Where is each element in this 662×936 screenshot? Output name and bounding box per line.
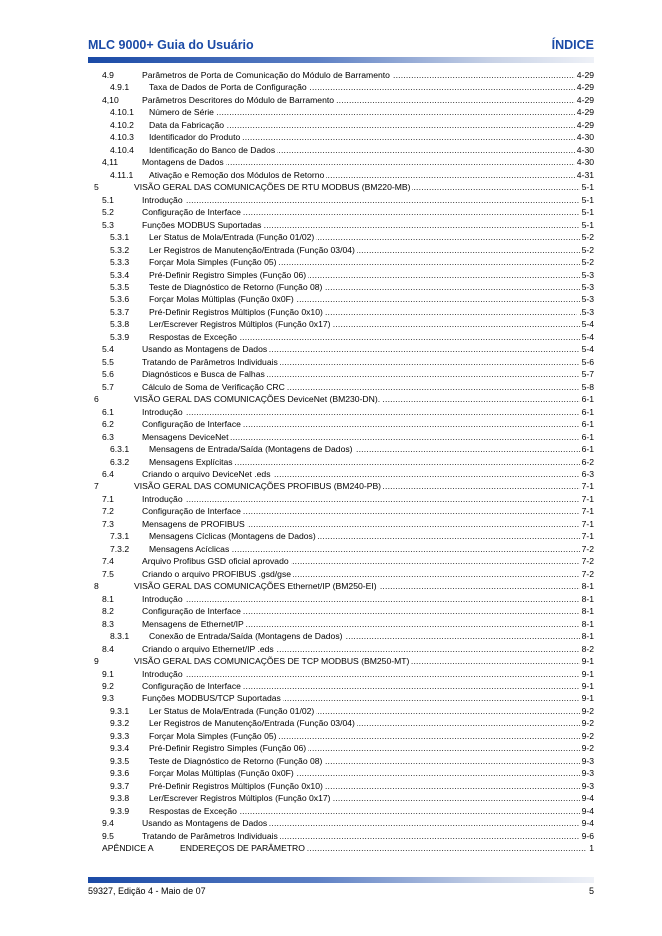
toc-entry-page: 9-2 xyxy=(581,705,594,716)
toc-entry-page: 4-30 xyxy=(576,144,594,155)
toc-entry-title: Mensagens Cíclicas (Montagens de Dados) xyxy=(149,531,316,542)
toc-entry-number: 5.3.9 xyxy=(110,331,130,342)
toc-entry[interactable] xyxy=(88,418,594,430)
toc-entry-number: APÊNDICE A xyxy=(102,843,154,854)
toc-dot-leader xyxy=(142,668,594,680)
toc-entry-title: Identificação do Banco de Dados xyxy=(149,144,276,155)
toc-entry-page: 9-1 xyxy=(581,680,594,691)
toc-entry-title: ENDEREÇOS DE PARÂMETRO xyxy=(180,843,305,854)
toc-entry-number: 4.9 xyxy=(102,70,114,80)
toc-entry[interactable] xyxy=(88,605,594,617)
toc-entry-page: 4-29 xyxy=(576,107,594,118)
toc-entry[interactable] xyxy=(88,231,594,243)
toc-entry-page: 6-3 xyxy=(581,469,594,479)
toc-entry[interactable] xyxy=(88,194,594,206)
toc-entry-page: 6-1 xyxy=(581,419,594,430)
toc-entry-page: 5-4 xyxy=(581,344,594,355)
toc-entry[interactable] xyxy=(88,281,594,293)
toc-entry-title: VISÃO GERAL DAS COMUNICAÇÕES DeviceNet (BM230-DN). xyxy=(134,394,381,405)
toc-entry-number: 5.3.6 xyxy=(110,294,130,305)
toc-entry-title: Ler Status de Mola/Entrada (Função 01/02) xyxy=(149,232,315,243)
toc-entry-number: 7.2 xyxy=(102,506,114,517)
toc-entry-title: Pré-Definir Registro Simples (Função 06) xyxy=(149,269,307,280)
toc-entry-title: Conexão de Entrada/Saída (Montagens de Dados) xyxy=(149,631,343,642)
toc-entry-page: 5-3 xyxy=(581,294,594,305)
toc-entry-number: 9.1 xyxy=(102,668,114,679)
toc-entry-title: Mensagens Acíclicas xyxy=(149,543,230,554)
toc-entry-title: Pré-Definir Registro Simples (Função 06) xyxy=(149,743,307,754)
toc-entry[interactable] xyxy=(88,106,594,118)
toc-entry-number: 5.3 xyxy=(102,219,114,230)
toc-dot-leader xyxy=(142,194,594,206)
toc-entry-title: Configuração de Interface xyxy=(142,606,241,617)
toc-entry-page: 9-2 xyxy=(581,743,594,754)
page-number: 5 xyxy=(588,886,594,896)
toc-entry-title: Introdução xyxy=(142,668,183,679)
toc-entry-title: Configuração de Interface xyxy=(142,506,241,517)
toc-entry[interactable] xyxy=(88,780,594,792)
toc-entry-number: 5.5 xyxy=(102,356,114,367)
toc-entry-page: .5-3 xyxy=(579,306,594,317)
toc-entry-number: 6.3 xyxy=(102,431,114,442)
toc-entry-page: 7-1 xyxy=(581,531,594,542)
toc-entry-number: 4,10 xyxy=(102,94,119,105)
toc-entry-number: 5.2 xyxy=(102,207,114,218)
toc-entry-page: 5-4 xyxy=(581,319,594,330)
toc-entry[interactable] xyxy=(88,181,594,193)
toc-entry-number: 9.3 xyxy=(102,693,114,704)
toc-entry-page: 8-1 xyxy=(581,631,594,642)
toc-entry[interactable] xyxy=(88,331,594,343)
toc-entry[interactable] xyxy=(88,580,594,592)
toc-entry-number: 5.3.2 xyxy=(110,244,130,255)
toc-entry[interactable] xyxy=(88,730,594,742)
toc-entry[interactable] xyxy=(88,767,594,779)
toc-entry-page: 8-1 xyxy=(581,618,594,629)
toc-entry-title: Criando o arquivo DeviceNet .eds xyxy=(142,469,271,479)
toc-entry[interactable] xyxy=(88,406,594,418)
toc-entry[interactable] xyxy=(88,131,594,143)
toc-entry-page: 4-30 xyxy=(576,157,594,168)
toc-entry-number: 5.3.7 xyxy=(110,306,130,317)
toc-entry-page: 5-3 xyxy=(581,281,594,292)
toc-entry-page: 9-2 xyxy=(581,730,594,741)
toc-entry-page: 9-4 xyxy=(581,818,594,829)
toc-entry-number: 9.3.5 xyxy=(110,755,130,766)
toc-entry-page: 9-1 xyxy=(581,693,594,704)
toc-entry-title: Número de Série xyxy=(149,107,214,118)
toc-entry-title: Ler/Escrever Registros Múltiplos (Função 0x17) xyxy=(149,319,331,330)
toc-entry-number: 6 xyxy=(94,394,99,405)
toc-entry[interactable] xyxy=(88,343,594,355)
toc-entry-title: Mensagens de PROFIBUS xyxy=(142,518,245,529)
toc-entry-page: 6-2 xyxy=(581,456,594,467)
toc-entry-title: Forçar Mola Simples (Função 05) xyxy=(149,730,277,741)
toc-entry-page: 9-3 xyxy=(581,755,594,766)
toc-entry-title: Funções MODBUS/TCP Suportadas xyxy=(142,693,281,704)
toc-entry-number: 4.10.2 xyxy=(110,119,134,130)
toc-entry-page: 5-2 xyxy=(581,244,594,255)
toc-entry[interactable] xyxy=(88,293,594,305)
toc-entry-title: Cálculo de Soma de Verificação CRC xyxy=(142,381,285,392)
toc-entry-page: 4-30 xyxy=(576,132,594,143)
toc-entry[interactable] xyxy=(88,692,594,704)
toc-entry-title: Tratando de Parâmetros Individuais xyxy=(142,356,278,367)
toc-entry-page: 9-3 xyxy=(581,768,594,779)
toc-entry[interactable] xyxy=(88,630,594,642)
toc-entry-page: 5-7 xyxy=(581,369,594,380)
toc-entry-number: 5.3.4 xyxy=(110,269,130,280)
toc-entry[interactable] xyxy=(88,318,594,330)
toc-entry-title: Forçar Mola Simples (Função 05) xyxy=(149,257,277,268)
toc-entry-page: 5-1 xyxy=(581,219,594,230)
toc-entry-title: Configuração de Interface xyxy=(142,207,241,218)
toc-entry[interactable] xyxy=(88,505,594,517)
toc-entry-title: Ler/Escrever Registros Múltiplos (Função 0x17) xyxy=(149,793,331,804)
toc-entry-title: VISÃO GERAL DAS COMUNICAÇÕES Ethernet/IP (BM250-EI) xyxy=(134,581,377,592)
toc-entry-title: Teste de Diagnóstico de Retorno (Função 08) xyxy=(149,755,323,766)
toc-entry-page: 6-1 xyxy=(581,394,594,405)
toc-entry-number: 7.4 xyxy=(102,556,114,567)
toc-entry-number: 4.10.1 xyxy=(110,107,134,118)
toc-entry[interactable] xyxy=(88,742,594,754)
toc-entry-page: 6-1 xyxy=(581,444,594,455)
toc-entry-number: 8.3 xyxy=(102,618,114,629)
toc-entry-page: 9-3 xyxy=(581,780,594,791)
toc-entry-number: 5.3.5 xyxy=(110,281,130,292)
toc-entry-page: 9-2 xyxy=(581,718,594,729)
toc-entry-page: 8-1 xyxy=(581,606,594,617)
toc-entry-title: Identificador do Produto xyxy=(149,132,241,143)
toc-entry[interactable] xyxy=(88,256,594,268)
toc-entry-number: 8.4 xyxy=(102,643,114,654)
section-title: ÍNDICE xyxy=(551,38,594,52)
toc-entry-page: 6-1 xyxy=(581,406,594,417)
toc-entry-title: Parâmetros de Porta de Comunicação do Módulo de Barramento xyxy=(142,70,390,80)
toc-entry-number: 6.2 xyxy=(102,419,114,430)
toc-entry[interactable] xyxy=(88,169,594,181)
toc-entry-number: 4.10.3 xyxy=(110,132,134,143)
toc-entry-page: 7-1 xyxy=(581,493,594,504)
toc-entry[interactable] xyxy=(88,69,594,81)
toc-entry[interactable] xyxy=(88,543,594,555)
toc-entry-title: Mensagens DeviceNet xyxy=(142,431,229,442)
toc-entry-number: 6.3.1 xyxy=(110,444,130,455)
toc-entry[interactable] xyxy=(88,356,594,368)
toc-entry-page: 8-2 xyxy=(581,643,594,654)
toc-entry[interactable] xyxy=(88,518,594,530)
toc-dot-leader xyxy=(142,406,594,418)
toc-entry-title: Teste de Diagnóstico de Retorno (Função 08) xyxy=(149,281,323,292)
toc-entry-title: VISÃO GERAL DAS COMUNICAÇÕES PROFIBUS (BM240-PB) xyxy=(134,481,382,492)
toc-entry[interactable] xyxy=(88,431,594,443)
toc-entry[interactable] xyxy=(88,156,594,168)
toc-entry-page: 5-1 xyxy=(581,194,594,205)
toc-entry[interactable] xyxy=(88,842,594,854)
toc-entry[interactable] xyxy=(88,717,594,729)
toc-entry-title: Arquivo Profibus GSD oficial aprovado xyxy=(142,556,289,567)
toc-entry-title: Introdução xyxy=(142,194,183,205)
toc-entry[interactable] xyxy=(88,755,594,767)
toc-entry[interactable] xyxy=(88,456,594,468)
toc-entry[interactable] xyxy=(88,244,594,256)
toc-entry-page: 9-4 xyxy=(581,793,594,804)
toc-entry-title: Ler Registros de Manutenção/Entrada (Função 03/04) xyxy=(149,244,355,255)
toc-entry-title: Data da Fabricação xyxy=(149,119,224,130)
toc-entry[interactable] xyxy=(88,81,594,93)
toc-entry[interactable] xyxy=(88,219,594,231)
toc-entry-number: 9.5 xyxy=(102,830,114,841)
toc-entry-number: 7.3 xyxy=(102,518,114,529)
toc-entry-page: 7-2 xyxy=(581,543,594,554)
toc-entry-title: Diagnósticos e Busca de Falhas xyxy=(142,369,265,380)
toc-entry-page: 5-8 xyxy=(581,381,594,392)
toc-entry-page: 9-1 xyxy=(581,656,594,667)
toc-entry-title: Introdução xyxy=(142,593,183,604)
toc-entry-page: 9-4 xyxy=(581,805,594,816)
toc-entry-title: Parâmetros Descritores do Módulo de Barramento xyxy=(142,94,335,105)
toc-entry-title: Usando as Montagens de Dados xyxy=(142,818,268,829)
toc-entry[interactable] xyxy=(88,493,594,505)
toc-entry-number: 9 xyxy=(94,656,99,667)
toc-entry-page: 4-29 xyxy=(576,119,594,130)
toc-entry[interactable] xyxy=(88,206,594,218)
toc-entry-title: Montagens de Dados xyxy=(142,157,224,168)
toc-entry-title: Criando o arquivo PROFIBUS .gsd/gse xyxy=(142,568,292,579)
toc-entry-title: Configuração de Interface xyxy=(142,680,241,691)
toc-entry-number: 5.3.1 xyxy=(110,232,130,243)
toc-entry-title: Ler Status de Mola/Entrada (Função 01/02) xyxy=(149,705,315,716)
page-header xyxy=(88,38,594,56)
toc-entry[interactable] xyxy=(88,443,594,455)
toc-dot-leader xyxy=(142,493,594,505)
toc-entry-page: 7-1 xyxy=(581,481,594,492)
toc-entry-title: VISÃO GERAL DAS COMUNICAÇÕES DE RTU MODBUS (BM220-MB) xyxy=(134,182,411,193)
toc-entry-title: Forçar Molas Múltiplas (Função 0x0F) xyxy=(149,768,294,779)
toc-entry-number: 9.2 xyxy=(102,680,114,691)
toc-entry-page: 5-2 xyxy=(581,232,594,243)
toc-entry[interactable] xyxy=(88,468,594,480)
toc-entry-title: Mensagens Explícitas xyxy=(149,456,233,467)
toc-entry[interactable] xyxy=(88,705,594,717)
toc-entry-number: 9.3.3 xyxy=(110,730,130,741)
toc-entry-number: 9.3.4 xyxy=(110,743,130,754)
toc-entry-page: 7-1 xyxy=(581,518,594,529)
toc-entry-number: 5 xyxy=(94,182,99,193)
toc-entry-title: Configuração de Interface xyxy=(142,419,241,430)
toc-entry-page: 7-2 xyxy=(581,556,594,567)
toc-entry[interactable] xyxy=(88,830,594,842)
toc-entry[interactable] xyxy=(88,94,594,106)
toc-entry[interactable] xyxy=(88,530,594,542)
toc-entry-page: 7-1 xyxy=(581,506,594,517)
toc-entry-number: 9.3.7 xyxy=(110,780,130,791)
toc-entry-number: 4.9.1 xyxy=(110,82,130,93)
table-of-contents xyxy=(88,69,594,855)
toc-entry-number: 4.11.1 xyxy=(110,169,134,180)
toc-entry-number: 6.4 xyxy=(102,469,114,479)
toc-entry-title: Forçar Molas Múltiplas (Função 0x0F) xyxy=(149,294,294,305)
toc-entry[interactable] xyxy=(88,655,594,667)
footer-edition: 59327, Edição 4 - Maio de 07 xyxy=(88,886,206,896)
toc-entry-number: 9.3.1 xyxy=(110,705,130,716)
toc-entry-number: 9.3.8 xyxy=(110,793,130,804)
toc-entry[interactable] xyxy=(88,593,594,605)
toc-entry[interactable] xyxy=(88,144,594,156)
toc-entry[interactable] xyxy=(88,368,594,380)
toc-entry[interactable] xyxy=(88,381,594,393)
toc-entry[interactable] xyxy=(88,393,594,405)
toc-entry-page: 1 xyxy=(589,843,594,854)
toc-entry-number: 5.4 xyxy=(102,344,114,355)
toc-entry-number: 8.1 xyxy=(102,593,114,604)
toc-entry-number: 9.4 xyxy=(102,818,114,829)
toc-entry-number: 9.3.6 xyxy=(110,768,130,779)
toc-entry-number: 6.3.2 xyxy=(110,456,130,467)
toc-entry[interactable] xyxy=(88,680,594,692)
toc-entry-title: Pré-Definir Registros Múltiplos (Função 0x10) xyxy=(149,306,323,317)
toc-entry-page: 9-1 xyxy=(581,668,594,679)
toc-entry-page: 4-29 xyxy=(576,82,594,93)
toc-entry-number: 8.2 xyxy=(102,606,114,617)
toc-entry-page: 4-29 xyxy=(576,70,594,80)
toc-entry[interactable] xyxy=(88,480,594,492)
toc-entry-number: 4.10.4 xyxy=(110,144,134,155)
toc-entry-page: 5-2 xyxy=(581,257,594,268)
toc-entry[interactable] xyxy=(88,817,594,829)
toc-entry-page: 5-1 xyxy=(581,182,594,193)
toc-entry-number: 8.3.1 xyxy=(110,631,130,642)
toc-entry-title: Introdução xyxy=(142,493,183,504)
toc-entry-title: Respostas de Exceção xyxy=(149,805,237,816)
header-rule xyxy=(88,57,594,63)
toc-entry-page: 8-1 xyxy=(581,593,594,604)
toc-entry[interactable] xyxy=(88,306,594,318)
toc-entry-page: 5-1 xyxy=(581,207,594,218)
toc-dot-leader xyxy=(142,593,594,605)
toc-entry-number: 7.1 xyxy=(102,493,114,504)
toc-entry-title: Ativação e Remoção dos Módulos de Retorno xyxy=(149,169,325,180)
toc-entry-title: Respostas de Exceção xyxy=(149,331,237,342)
toc-entry-page: 4-31 xyxy=(576,169,594,180)
toc-entry-title: Usando as Montagens de Dados xyxy=(142,344,268,355)
toc-entry-number: 7.3.2 xyxy=(110,543,130,554)
toc-entry-title: Criando o arquivo Ethernet/IP .eds xyxy=(142,643,274,654)
toc-entry-page: 5-3 xyxy=(581,269,594,280)
toc-entry-number: 5.3.3 xyxy=(110,257,130,268)
toc-entry-number: 9.3.2 xyxy=(110,718,130,729)
toc-entry[interactable] xyxy=(88,792,594,804)
toc-entry[interactable] xyxy=(88,568,594,580)
toc-entry[interactable] xyxy=(88,805,594,817)
toc-entry-title: Mensagens de Ethernet/IP xyxy=(142,618,244,629)
toc-entry-title: Tratando de Parâmetros Individuais xyxy=(142,830,278,841)
toc-entry-number: 6.1 xyxy=(102,406,114,417)
toc-entry-page: 7-2 xyxy=(581,568,594,579)
toc-entry-title: Funções MODBUS Suportadas xyxy=(142,219,262,230)
toc-entry-page: 4-29 xyxy=(576,94,594,105)
toc-entry-page: 5-6 xyxy=(581,356,594,367)
toc-entry-number: 4,11 xyxy=(102,157,119,168)
toc-entry-number: 5.7 xyxy=(102,381,114,392)
toc-entry[interactable] xyxy=(88,618,594,630)
toc-entry-number: 5.1 xyxy=(102,194,114,205)
toc-entry[interactable] xyxy=(88,269,594,281)
toc-entry-page: 5-4 xyxy=(581,331,594,342)
toc-entry-number: 7.3.1 xyxy=(110,531,130,542)
toc-entry-page: 6-1 xyxy=(581,431,594,442)
toc-entry-title: Taxa de Dados de Porta de Configuração xyxy=(149,82,307,93)
toc-entry-number: 7.5 xyxy=(102,568,114,579)
toc-entry[interactable] xyxy=(88,643,594,655)
toc-entry[interactable] xyxy=(88,668,594,680)
document-title: MLC 9000+ Guia do Usuário xyxy=(88,38,254,52)
toc-entry[interactable] xyxy=(88,555,594,567)
toc-entry-title: Ler Registros de Manutenção/Entrada (Função 03/04) xyxy=(149,718,355,729)
toc-entry-page: 8-1 xyxy=(581,581,594,592)
toc-entry[interactable] xyxy=(88,119,594,131)
toc-entry-number: 9.3.9 xyxy=(110,805,130,816)
toc-entry-number: 5.3.8 xyxy=(110,319,130,330)
toc-entry-title: Introdução xyxy=(142,406,183,417)
toc-entry-title: VISÃO GERAL DAS COMUNICAÇÕES DE TCP MODBUS (BM250-MT) xyxy=(134,656,410,667)
toc-entry-title: Mensagens de Entrada/Saída (Montagens de Dados) xyxy=(149,444,353,455)
toc-entry-page: 9-6 xyxy=(581,830,594,841)
toc-entry-number: 7 xyxy=(94,481,99,492)
footer-rule xyxy=(88,877,594,883)
toc-entry-title: Pré-Definir Registros Múltiplos (Função 0x10) xyxy=(149,780,323,791)
toc-entry-number: 8 xyxy=(94,581,99,592)
toc-entry-number: 5.6 xyxy=(102,369,114,380)
